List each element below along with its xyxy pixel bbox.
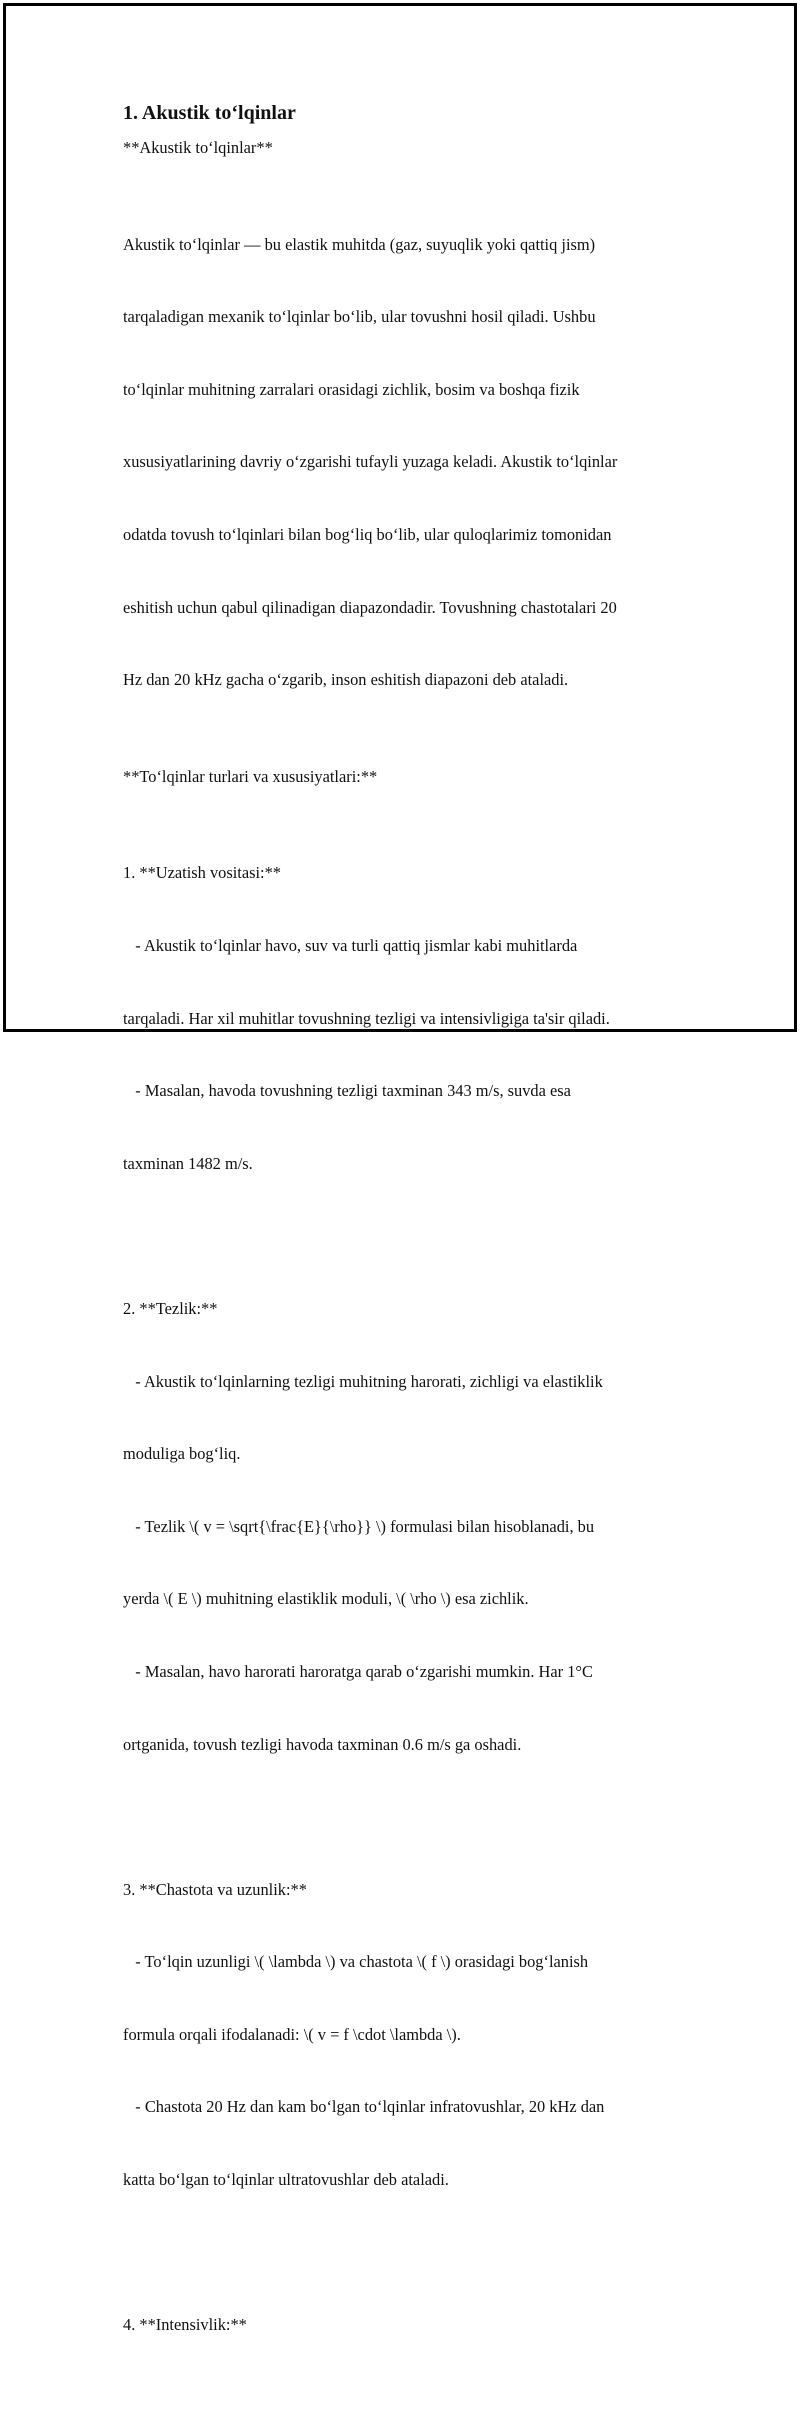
intro-line: xususiyatlarining davriy o‘zgarishi tufayli yuzaga keladi. Akustik to‘lqinlar <box>123 452 618 472</box>
section-line: - Masalan, havoda tovushning tezligi taxminan 343 m/s, suvda esa <box>123 1081 571 1101</box>
document-heading: 1. Akustik to‘lqinlar <box>123 102 296 124</box>
section-line: katta bo‘lgan to‘lqinlar ultratovushlar deb ataladi. <box>123 2170 449 2190</box>
section-intensivlik <box>123 2265 683 2386</box>
document-body <box>123 100 683 2410</box>
section-line: taxminan 1482 m/s. <box>123 1153 253 1173</box>
intro-paragraph <box>123 184 683 741</box>
intro-line: Hz dan 20 kHz gacha o‘zgarib, inson eshitish diapazoni deb ataladi. <box>123 670 569 690</box>
section-line: - Akustik to‘lqinlar havo, suv va turli qattiq jismlar kabi muhitlarda <box>123 936 578 956</box>
section-tezlik <box>123 1249 683 1806</box>
section-line: - To‘lqin uzunligi \( \lambda \) va chastota \( f \) orasidagi bog‘lanish <box>123 1952 589 1972</box>
intro-line: odatda tovush to‘lqinlari bilan bog‘liq bo‘lib, ular quloqlarimiz tomonidan <box>123 525 612 545</box>
section-line: - Akustik to‘lqinlarning tezligi muhitning harorati, zichligi va elastiklik <box>123 1371 603 1391</box>
intro-line: tarqaladigan mexanik to‘lqinlar bo‘lib, ular tovushni hosil qiladi. Ushbu <box>123 307 596 327</box>
section-line: ortganida, tovush tezligi havoda taxminan 0.6 m/s ga oshadi. <box>123 1734 522 1754</box>
intro-line: Akustik to‘lqinlar — bu elastik muhitda (gaz, suyuqlik yoki qattiq jism) <box>123 234 596 254</box>
section-line: - Chastota 20 Hz dan kam bo‘lgan to‘lqinlar infratovushlar, 20 kHz dan <box>123 2097 605 2117</box>
intro-line: to‘lqinlar muhitning zarralari orasidagi zichlik, bosim va boshqa fizik <box>123 379 580 399</box>
document-subheading: **Akustik to‘lqinlar** <box>123 138 273 157</box>
section-chastota <box>123 1829 683 2240</box>
section-line: - Masalan, havo harorati haroratga qarab o‘zgarishi mumkin. Har 1°C <box>123 1661 593 1681</box>
section-line: tarqaladi. Har xil muhitlar tovushning tezligi va intensivligiga ta'sir qiladi. <box>123 1008 610 1028</box>
section-line: formula orqali ifodalanadi: \( v = f \cdot \lambda \). <box>123 2024 461 2044</box>
section-uzatish <box>123 813 683 1224</box>
section-line: 2. **Tezlik:** <box>123 1298 218 1318</box>
section-line: 3. **Chastota va uzunlik:** <box>123 1879 307 1899</box>
section-line: 4. **Intensivlik:** <box>123 2315 247 2335</box>
page-frame <box>3 3 797 2335</box>
intro-line: eshitish uchun qabul qilinadigan diapazondadir. Tovushning chastotalari 20 <box>123 597 617 617</box>
types-title: **To‘lqinlar turlari va xususiyatlari:** <box>123 766 378 786</box>
section-line: yerda \( E \) muhitning elastiklik moduli, \( \rho \) esa zichlik. <box>123 1589 529 1609</box>
section-line: - Tezlik \( v = \sqrt{\frac{E}{\rho}} \) formulasi bilan hisoblanadi, bu <box>123 1516 595 1536</box>
section-line: 1. **Uzatish vositasi:** <box>123 863 281 883</box>
section-line: moduliga bog‘liq. <box>123 1444 241 1464</box>
